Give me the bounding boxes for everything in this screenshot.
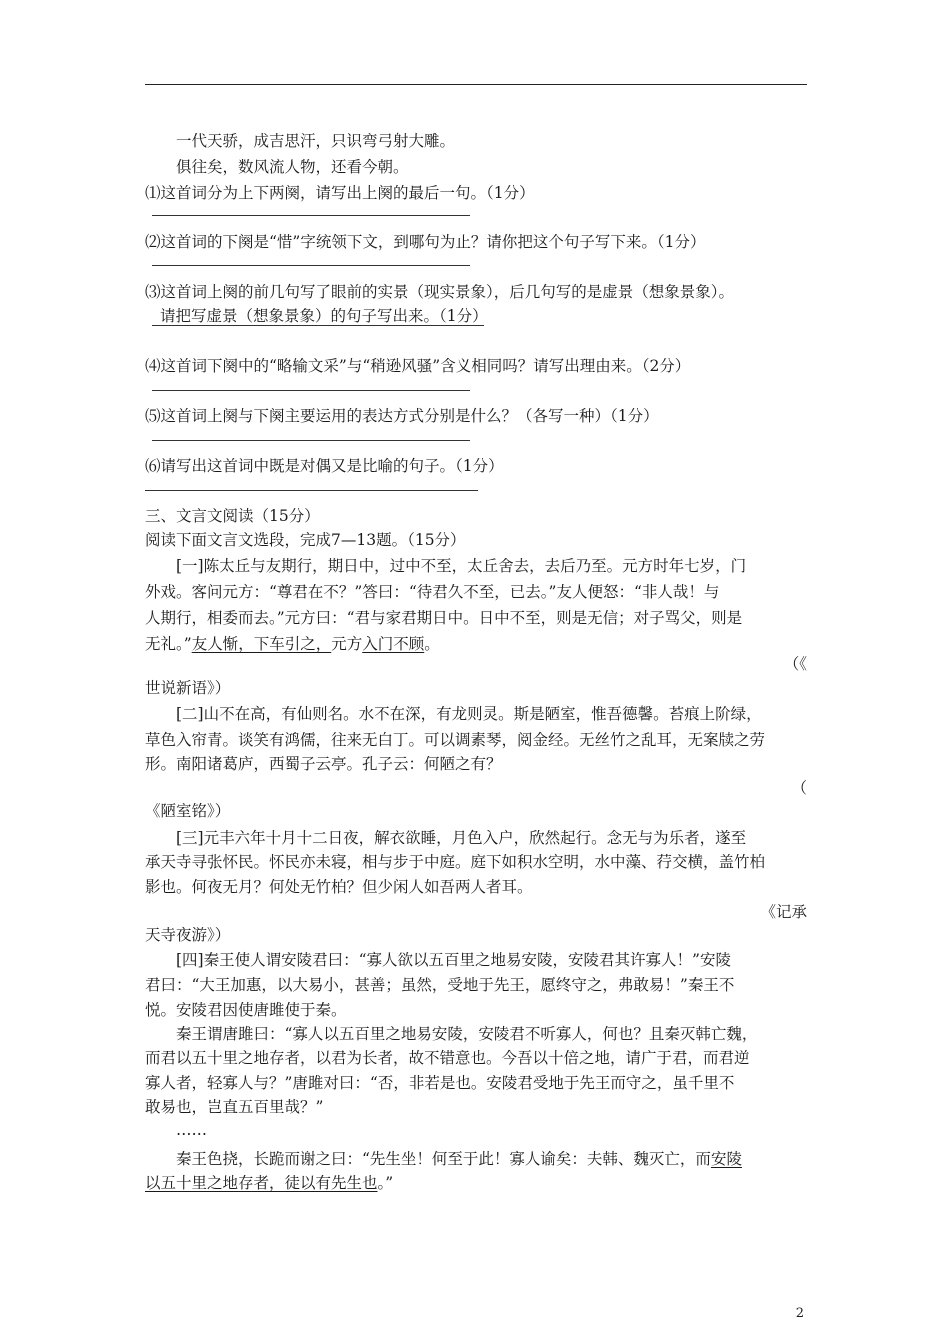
source-citation: （ (791, 779, 807, 797)
underlined-sentence: 以五十里之地存者，徒以有先生也 (145, 1174, 378, 1192)
text-span: 。” (377, 1174, 394, 1192)
passage-4-line: 秦王谓唐雎曰：“寡人以五百里之地易安陵，安陵君不听寡人，何也？且秦灭韩亡魏， (176, 1025, 758, 1043)
question-6: ⑹请写出这首词中既是对偶又是比喻的句子。（1分） (145, 457, 504, 475)
question-3-cont: 请把写虚景（想象景象）的句子写出来。（1分） (160, 307, 488, 325)
passage-4-line: 君曰：“大王加惠，以大易小，甚善；虽然，受地于先王，愿终守之，弗敢易！”秦王不 (145, 976, 735, 994)
section-instruction: 阅读下面文言文选段，完成7—13题。（15分） (145, 531, 466, 549)
passage-1-line: 人期行，相委而去。”元方曰：“君与家君期日中。日中不至，则是无信；对子骂父，则是 (145, 609, 743, 627)
underlined-sentence: 安陵 (710, 1150, 742, 1168)
ellipsis: …… (176, 1121, 207, 1139)
passage-4-line: [四]秦王使人谓安陵君曰：“寡人欲以五百里之地易安陵，安陵君其许寡人！”安陵 (176, 951, 731, 969)
question-2: ⑵这首词的下阕是“惜”字统领下文，到哪句为止？请你把这个句子写下来。（1分） (145, 233, 706, 251)
section-heading: 三、文言文阅读（15分） (145, 507, 320, 525)
answer-line-4[interactable] (152, 390, 470, 391)
passage-2-line: 草色入帘青。谈笑有鸿儒，往来无白丁。可以调素琴，阅金经。无丝竹之乱耳，无案牍之劳 (145, 731, 766, 749)
source-citation: 天寺夜游》） (145, 926, 231, 944)
question-3: ⑶这首词上阕的前几句写了眼前的实景（现实景象），后几句写的是虚景（想象景象）。 (145, 283, 735, 301)
passage-4-line: 寡人者，轻寡人与？”唐雎对曰：“否，非若是也。安陵君受地于先王而守之，虽千里不 (145, 1074, 735, 1092)
text-span: 秦王色挠，长跪而谢之曰：“先生坐！何至于此！寡人谕矣：夫韩、魏灭亡，而 (176, 1150, 711, 1168)
text-span: 无礼。” (145, 635, 192, 653)
poem-line: 俱往矣，数风流人物，还看今朝。 (176, 158, 409, 176)
passage-1-line: [一]陈太丘与友期行，期日中，过中不至，太丘舍去，去后乃至。元方时年七岁，门 (176, 557, 747, 575)
passage-4-line (176, 1147, 742, 1169)
passage-2-line: 形。南阳诸葛庐，西蜀子云亭。孔子云：何陋之有？ (145, 755, 502, 773)
passage-4-line: 而君以五十里之地存者，以君为长者，故不错意也。今吾以十倍之地，请广于君，而君逆 (145, 1049, 750, 1067)
answer-line-1[interactable] (152, 215, 470, 216)
passage-4-line: 悦。安陵君因使唐雎使于秦。 (145, 1001, 347, 1019)
source-citation: 《记承 (760, 903, 807, 921)
answer-line-2[interactable] (152, 265, 470, 266)
passage-3-line: 影也。何夜无月？何处无竹柏？但少闲人如吾两人者耳。 (145, 878, 533, 896)
underlined-sentence: 友人惭，下车引之， (191, 635, 332, 653)
source-citation: 《陋室铭》） (145, 802, 231, 820)
source-citation: 世说新语》） (145, 679, 231, 697)
passage-3-line: 承天寺寻张怀民。怀民亦未寝，相与步于中庭。庭下如积水空明，水中藻、荇交横，盖竹柏 (145, 853, 766, 871)
passage-2-line: [二]山不在高，有仙则名。水不在深，有龙则灵。斯是陋室，惟吾德馨。苔痕上阶绿， (176, 705, 762, 723)
question-1: ⑴这首词分为上下两阕，请写出上阕的最后一句。（1分） (145, 184, 535, 202)
text-span: 。 (424, 635, 440, 653)
answer-line-3[interactable] (152, 325, 484, 326)
poem-line: 一代天骄，成吉思汗，只识弯弓射大雕。 (176, 132, 456, 150)
header-rule (145, 84, 807, 85)
source-citation: （《 (783, 655, 807, 673)
passage-4-line (145, 1171, 393, 1193)
question-5: ⑸这首词上阕与下阕主要运用的表达方式分别是什么？（各写一种）（1分） (145, 407, 659, 425)
passage-4-line: 敢易也，岂直五百里哉？” (145, 1098, 324, 1116)
passage-1-line: 外戏。客问元方：“尊君在不？”答曰：“待君久不至，已去。”友人便怒：“非人哉！与 (145, 583, 720, 601)
passage-3-line: [三]元丰六年十月十二日夜，解衣欲睡，月色入户，欣然起行。念无与为乐者，遂至 (176, 829, 747, 847)
passage-1-line (145, 632, 440, 654)
underlined-sentence: 入门不顾 (362, 635, 425, 653)
page-number: 2 (795, 1306, 804, 1321)
answer-line-5[interactable] (152, 440, 470, 441)
text-span: 元方 (331, 635, 363, 653)
question-4: ⑷这首词下阕中的“略输文采”与“稍逊风骚”含义相同吗？请写出理由来。（2分） (145, 357, 691, 375)
answer-line-6[interactable] (145, 490, 478, 491)
